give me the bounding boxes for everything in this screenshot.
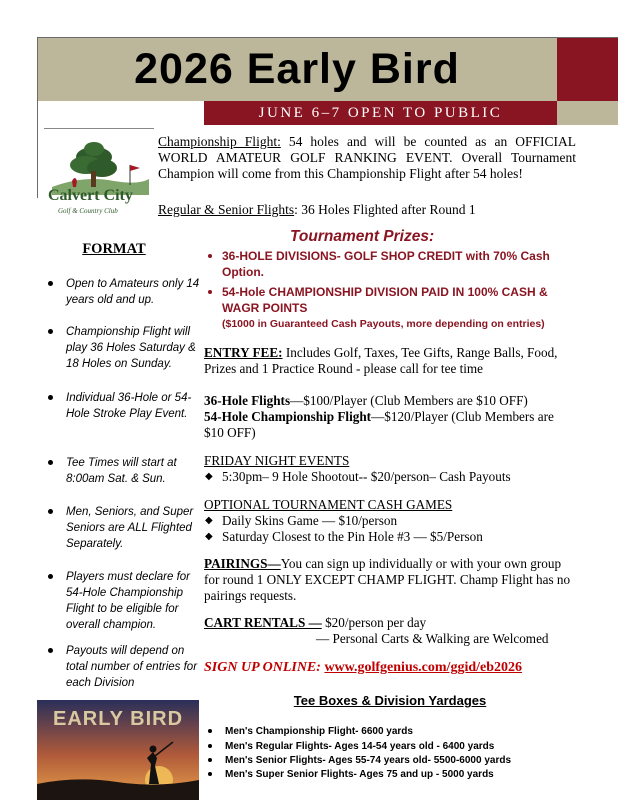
championship-paragraph: [158, 134, 576, 182]
bullet-icon: [208, 254, 212, 258]
bullet-icon: [208, 290, 212, 294]
prize-item: 54-Hole CHAMPIONSHIP DIVISION PAID IN 100% CASH & WAGR POINTS: [222, 284, 567, 316]
bullet-icon: [208, 758, 212, 762]
diamond-bullet-icon: ◆: [205, 515, 213, 526]
regular-label: Regular & Senior Flights: [158, 202, 295, 217]
signup-link[interactable]: www.golfgenius.com/ggid/eb2026: [324, 660, 523, 675]
bullet-icon: [48, 509, 53, 514]
bullet-icon: [48, 329, 53, 334]
flights-36-label: 36-Hole Flights: [204, 393, 291, 408]
early-bird-image-text: EARLY BIRD: [52, 708, 184, 730]
logo-name: Calvert City: [48, 187, 133, 204]
format-item: Men, Seniors, and Super Seniors are ALL Flighted Separately.: [66, 504, 201, 552]
tee-item: Men's Super Senior Flights- Ages 75 and up - 5000 yards: [225, 768, 565, 781]
format-item: Players must declare for 54-Hole Championship Flight to be eligible for overall champion.: [66, 569, 201, 633]
pairings-label: PAIRINGS—: [204, 556, 281, 571]
entry-fee-label: ENTRY FEE:: [204, 345, 283, 360]
signup-line: [204, 660, 584, 676]
signup-label: SIGN UP ONLINE:: [204, 660, 321, 675]
bullet-icon: [208, 744, 212, 748]
format-heading: FORMAT: [82, 241, 146, 257]
friday-section: [204, 453, 576, 485]
bullet-icon: [48, 574, 53, 579]
logo-subname: Golf & Country Club: [58, 207, 118, 215]
subtitle-band-accent: [557, 101, 618, 125]
tee-item: Men's Championship Flight- 6600 yards: [225, 725, 565, 738]
diamond-bullet-icon: ◆: [205, 531, 213, 542]
cash-game-item: ◆ Saturday Closest to the Pin Hole #3 — $5/Person: [205, 529, 483, 544]
entry-fee-text: Includes Golf, Taxes, Tee Gifts, Range Balls, Food, Prizes and 1 Practice Round - please call for tee time: [204, 345, 558, 376]
flights-54-line: 54-Hole Championship Flight—$120/Player (Club Members are $10 OFF): [204, 409, 554, 440]
bullet-icon: [48, 395, 53, 400]
format-item: Open to Amateurs only 14 years old and up.: [66, 276, 201, 308]
friday-item: ◆ 5:30pm– 9 Hole Shootout-- $20/person– Cash Payouts: [205, 469, 511, 484]
title-band-accent: [557, 38, 618, 101]
entry-fee-section: [204, 345, 576, 377]
tee-item: Men's Regular Flights- Ages 14-54 years old - 6400 yards: [225, 740, 565, 753]
club-logo: [44, 135, 154, 225]
format-item: Tee Times will start at 8:00am Sat. & Sun.: [66, 455, 201, 487]
cart-section: CART RENTALS — $20/person per day — Personal Carts & Walking are Welcomed: [204, 615, 576, 647]
friday-heading: FRIDAY NIGHT EVENTS: [204, 453, 350, 468]
bullet-icon: [48, 648, 53, 653]
tee-item: Men's Senior Flights- Ages 55-74 years old- 5500-6000 yards: [225, 754, 565, 767]
format-item: Payouts will depend on total number of entries for each Division: [66, 643, 201, 691]
diamond-bullet-icon: ◆: [205, 471, 213, 482]
early-bird-image: [37, 700, 199, 800]
format-item: Championship Flight will play 36 Holes Saturday & 18 Holes on Sunday.: [66, 324, 201, 372]
page-title: 2026 Early Bird: [134, 45, 460, 93]
cash-game-item: ◆ Daily Skins Game — $10/person: [205, 513, 398, 528]
bullet-icon: [48, 281, 53, 286]
format-item: Individual 36-Hole or 54-Hole Stroke Play Event.: [66, 390, 201, 422]
regular-paragraph: [158, 202, 576, 218]
logo-divider: [44, 128, 154, 129]
prizes-heading: Tournament Prizes:: [290, 228, 435, 245]
bullet-icon: [208, 772, 212, 776]
cart-line2: — Personal Carts & Walking are Welcomed: [316, 631, 549, 646]
bullet-icon: [48, 460, 53, 465]
prize-item: 36-HOLE DIVISIONS- GOLF SHOP CREDIT with 70% Cash Option.: [222, 248, 567, 280]
cash-games-section: [204, 497, 576, 545]
tee-heading: Tee Boxes & Division Yardages: [293, 693, 487, 708]
championship-text: 54 holes and will be counted as an OFFICIAL WORLD AMATEUR GOLF RANKING EVENT. Overall Tournament Champion will come from this Championship Flight after 54 holes!: [158, 134, 577, 181]
cart-label: CART RENTALS —: [204, 615, 322, 630]
bullet-icon: [208, 729, 212, 733]
cash-games-heading: OPTIONAL TOURNAMENT CASH GAMES: [204, 497, 453, 512]
regular-text: : 36 Holes Flighted after Round 1: [294, 202, 476, 217]
flights-54-label: 54-Hole Championship Flight: [204, 409, 372, 424]
left-border-line: [37, 38, 38, 198]
championship-label: Championship Flight:: [158, 134, 281, 149]
page-subtitle: JUNE 6–7 OPEN TO PUBLIC: [258, 105, 503, 121]
pairings-section: PAIRINGS—You can sign up individually or with your own group for round 1 ONLY EXCEPT CHAMP FLIGHT. Champ Flight has no pairings requests.: [204, 556, 571, 603]
prize-note: ($1000 in Guaranteed Cash Payouts, more depending on entries): [222, 318, 545, 330]
flights-36-line: 36-Hole Flights—$100/Player (Club Members are $10 OFF): [204, 393, 528, 408]
